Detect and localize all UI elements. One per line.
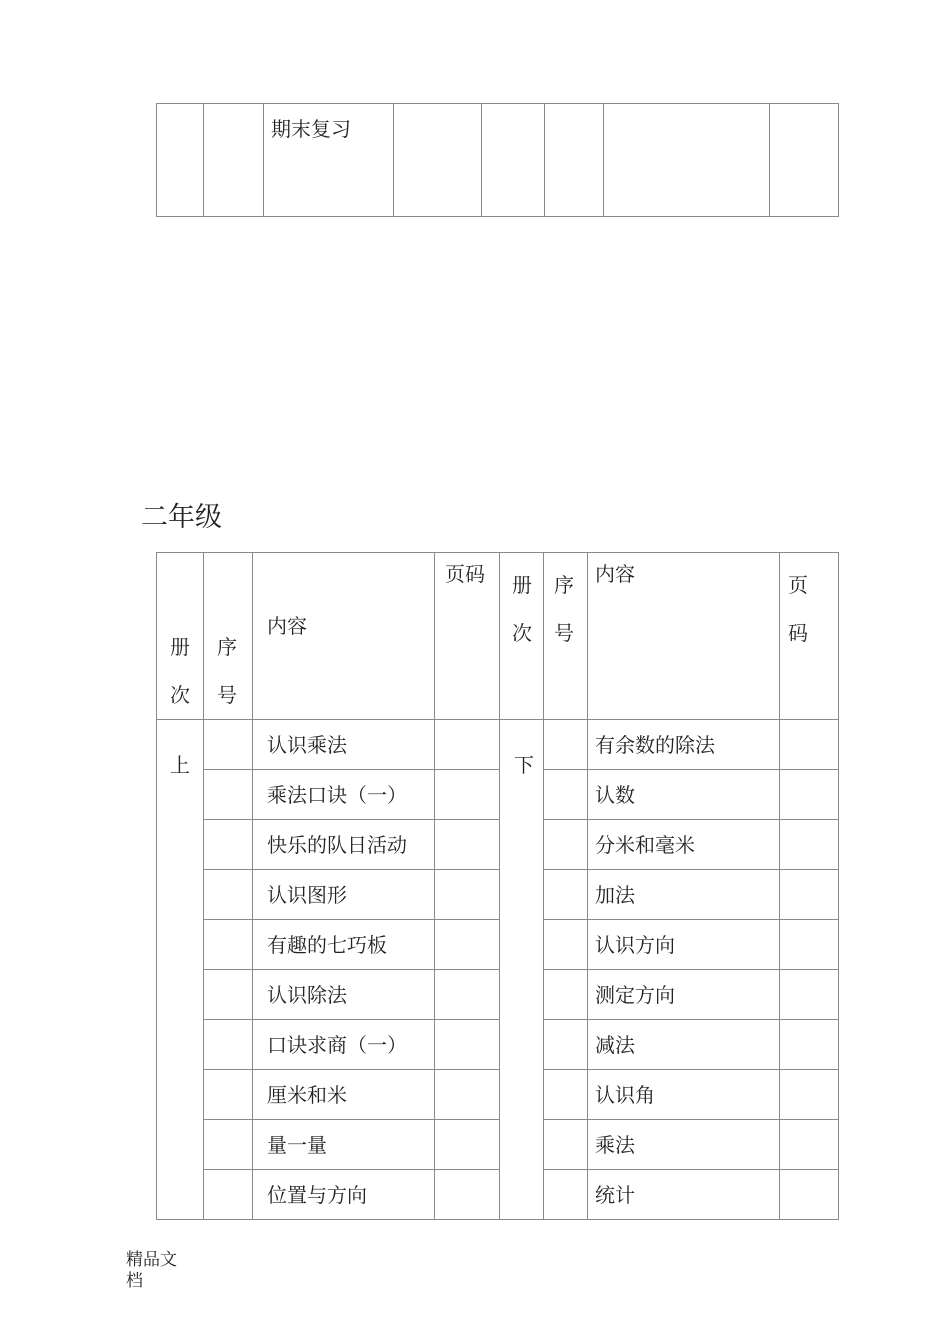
header-sequence-label: 序号 xyxy=(217,635,237,707)
table-row xyxy=(157,1070,839,1120)
left-content-cell: 有趣的七巧板 xyxy=(253,920,435,970)
left-volume-cell: 上 xyxy=(157,720,204,1220)
header-content-right-label: 内容 xyxy=(595,562,635,586)
left-content-cell: 量一量 xyxy=(253,1120,435,1170)
header-sequence-right xyxy=(544,553,588,720)
table-row xyxy=(157,770,839,820)
left-content-cell: 乘法口诀（一） xyxy=(253,770,435,820)
right-content-cell: 认识方向 xyxy=(588,920,780,970)
right-volume-cell: 下 xyxy=(500,720,544,1220)
right-content-cell: 认数 xyxy=(588,770,780,820)
right-content-cell: 测定方向 xyxy=(588,970,780,1020)
table-row xyxy=(157,1020,839,1070)
left-content-cell: 位置与方向 xyxy=(253,1170,435,1220)
content-cell: 期末复习 xyxy=(264,104,394,217)
footer-watermark: 精品文档 xyxy=(126,1250,177,1291)
header-page-right-label: 页码 xyxy=(788,573,808,645)
table-row xyxy=(157,970,839,1020)
table-header-row xyxy=(157,553,839,720)
left-content-cell: 口诀求商（一） xyxy=(253,1020,435,1070)
table-row xyxy=(157,1170,839,1220)
header-page xyxy=(435,553,500,720)
left-content-cell: 认识除法 xyxy=(253,970,435,1020)
left-content-cell: 厘米和米 xyxy=(253,1070,435,1120)
right-content-cell: 统计 xyxy=(588,1170,780,1220)
table-row xyxy=(157,104,839,217)
left-content-cell: 认识乘法 xyxy=(253,720,435,770)
header-volume-right-label: 册次 xyxy=(512,573,532,645)
header-volume xyxy=(157,553,204,720)
header-page-right xyxy=(780,553,839,720)
right-content-cell: 分米和毫米 xyxy=(588,820,780,870)
previous-grade-table-tail xyxy=(156,103,839,217)
grade-two-table xyxy=(156,552,839,1220)
table-row xyxy=(157,720,839,770)
left-content-cell: 认识图形 xyxy=(253,870,435,920)
right-content-cell: 有余数的除法 xyxy=(588,720,780,770)
right-content-cell: 减法 xyxy=(588,1020,780,1070)
table-row xyxy=(157,820,839,870)
table-row xyxy=(157,920,839,970)
header-page-label: 页码 xyxy=(445,562,485,586)
grade-title: 二年级 xyxy=(141,502,222,533)
header-content xyxy=(253,553,435,720)
header-volume-label: 册次 xyxy=(170,635,190,707)
table-row xyxy=(157,1120,839,1170)
table-row xyxy=(157,870,839,920)
header-sequence-right-label: 序号 xyxy=(554,573,574,645)
header-sequence xyxy=(204,553,253,720)
header-content-right xyxy=(588,553,780,720)
right-content-cell: 加法 xyxy=(588,870,780,920)
left-content-cell: 快乐的队日活动 xyxy=(253,820,435,870)
right-content-cell: 乘法 xyxy=(588,1120,780,1170)
header-content-label: 内容 xyxy=(267,614,307,638)
header-volume-right xyxy=(500,553,544,720)
right-content-cell: 认识角 xyxy=(588,1070,780,1120)
